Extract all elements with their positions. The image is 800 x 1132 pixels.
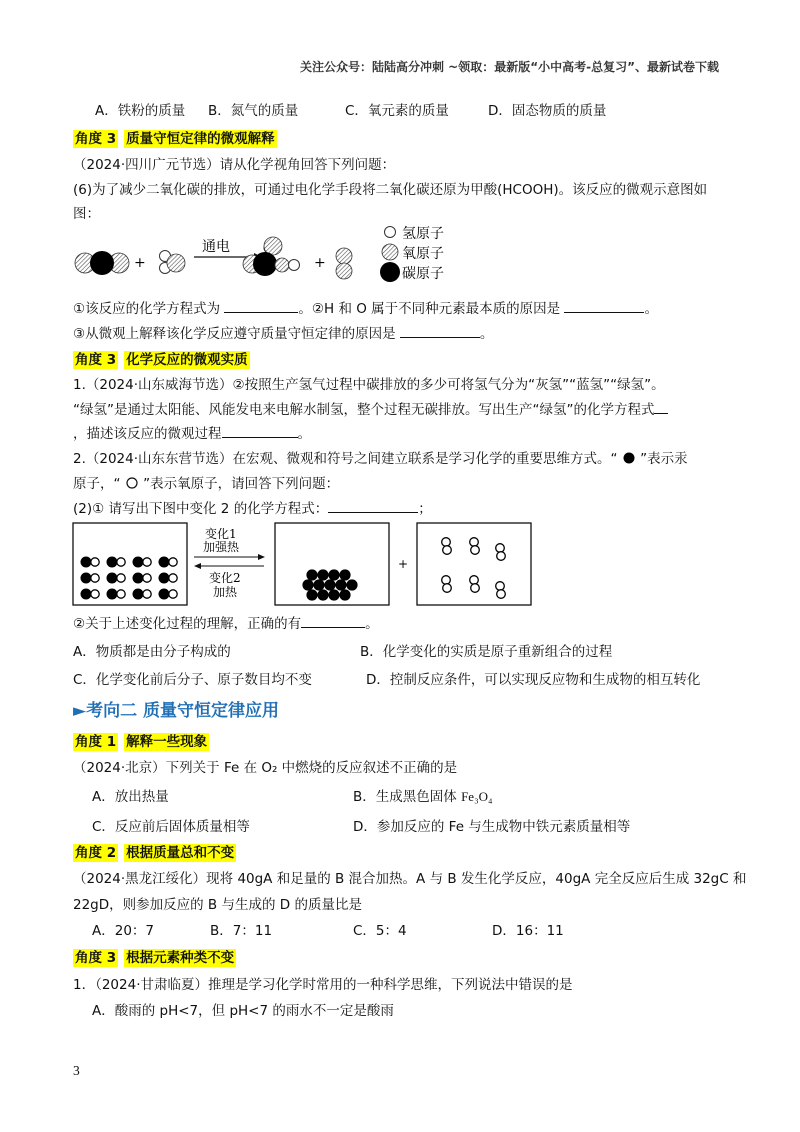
option-c: C．氧元素的质量: [345, 103, 449, 119]
carbon-atom: [253, 252, 277, 276]
question-source: （2024·四川广元节选）请从化学视角回答下列问题：: [73, 157, 396, 173]
section-title: 根据元素种类不变: [126, 950, 235, 966]
hydrogen-atom: [289, 260, 300, 271]
section-title: 解释一些现象: [126, 734, 208, 750]
mercury-atom: [346, 579, 357, 590]
question-text: 1.（2024·山东威海节选）②按照生产氢气过程中碳排放的多少可将氢气分为“灰氢”“蓝氢”“绿氢”。: [73, 377, 665, 393]
oxygen-atom: [91, 558, 99, 566]
answer-blank[interactable]: [301, 613, 365, 628]
mercury-atom: [107, 557, 118, 568]
section-title: 根据质量总和不变: [126, 845, 235, 861]
answer-line: ③从微观上解释该化学反应遵守质量守恒定律的原因是 。: [73, 322, 493, 342]
oxygen-atom: [143, 590, 151, 598]
question-text: 22gD，则参加反应的 B 与生成的 D 的质量比是: [73, 897, 362, 913]
mercury-atom: [317, 589, 328, 600]
change1-label: 变化1: [205, 527, 237, 541]
oxygen-atom: [442, 576, 451, 585]
option-a: A．物质都是由分子构成的: [73, 644, 231, 660]
answer-blank[interactable]: [328, 498, 418, 513]
legend-carbon-icon: [380, 262, 400, 282]
answer-blank[interactable]: [654, 399, 668, 414]
option-a: A．酸雨的 pH<7，但 pH<7 的雨水不一定是酸雨: [92, 1003, 394, 1019]
oxygen-atom: [471, 546, 480, 555]
legend-oxygen-label: 氧原子: [402, 246, 444, 262]
question-text: （2024·北京）下列关于 Fe 在 O₂ 中燃烧的反应叙述不正确的是: [73, 760, 458, 776]
mercury-atom: [159, 557, 170, 568]
option-d: D．固态物质的质量: [488, 103, 607, 119]
question-text: 1．（2024·甘肃临夏）推理是学习化学时常用的一种科学思维，下列说法中错误的是: [73, 977, 573, 993]
oxygen-atom: [143, 574, 151, 582]
mercury-atom: [159, 573, 170, 584]
option-b: B．7：11: [210, 923, 273, 939]
oxygen-atom: [167, 254, 185, 272]
question-text: 2.（2024·山东东营节选）在宏观、微观和符号之间建立联系是学习化学的重要思维方式。“ ”表示汞: [73, 451, 688, 467]
formula: Fe₃O₄: [461, 789, 493, 804]
oxygen-atom: [169, 574, 177, 582]
section-heading: [73, 730, 209, 750]
option-b: B．氮气的质量: [208, 103, 299, 119]
option-a: A．20：7: [92, 923, 155, 939]
section-tag: 角度 3: [75, 950, 117, 966]
mercury-atom: [81, 557, 92, 568]
option-c: C．化学变化前后分子、原子数目均不变: [73, 672, 312, 688]
mercury-atom: [306, 569, 317, 580]
plus-sign: +: [314, 255, 326, 271]
answer-blank[interactable]: [564, 298, 644, 313]
oxygen-atom: [91, 590, 99, 598]
oxygen-atom: [442, 538, 451, 547]
carbon-atom: [90, 251, 114, 275]
page-number: 3: [73, 1063, 80, 1078]
mercury-atom: [107, 589, 118, 600]
reaction-diagram: [70, 222, 490, 284]
answer-line: ①该反应的化学方程式为 。②H 和 O 属于不同种元素最本质的原因是 。: [73, 297, 658, 317]
mercury-atom: [313, 579, 324, 590]
answer-blank[interactable]: [400, 323, 480, 338]
mercury-atom: [81, 589, 92, 600]
change2-label: 变化2: [209, 571, 241, 585]
question-text: （2024·黑龙江绥化）现将 40gA 和足量的 B 混合加热。A 与 B 发生化学反应，40gA 完全反应后生成 32gC 和: [73, 871, 747, 887]
mercury-atom: [302, 579, 313, 590]
question-text: ，描述该反应的微观过程 。: [73, 422, 311, 442]
legend-carbon-label: 碳原子: [402, 266, 444, 282]
oxygen-atom: [143, 558, 151, 566]
oxygen-atom-icon: [125, 477, 139, 489]
section-tag: 角度 3: [75, 131, 117, 147]
oxygen-atom: [470, 576, 479, 585]
option-c: C．反应前后固体质量相等: [92, 819, 250, 835]
option-d: D．控制反应条件，可以实现反应物和生成物的相互转化: [366, 672, 701, 688]
oxygen-atom: [471, 584, 480, 593]
oxygen-atom: [117, 558, 125, 566]
oxygen-atom: [443, 584, 452, 593]
mercury-atom: [324, 579, 335, 590]
oxygen-atom: [496, 582, 505, 591]
option-c: C．5：4: [353, 923, 407, 939]
answer-blank[interactable]: [224, 298, 298, 313]
mercury-atom: [133, 557, 144, 568]
change2-condition: 加热: [213, 585, 238, 599]
option-a: A．铁粉的质量: [95, 103, 186, 119]
oxygen-atom: [117, 590, 125, 598]
section-tag: 角度 3: [75, 352, 117, 368]
section-heading: [73, 841, 236, 861]
question-text: (6)为了减少二氧化碳的排放，可通过电化学手段将二氧化碳还原为甲酸(HCOOH)。该反应的微观示意图如: [73, 182, 708, 198]
mercury-atom: [328, 569, 339, 580]
section-heading: [73, 127, 277, 147]
mercury-atom: [107, 573, 118, 584]
section-tag: 角度 2: [75, 845, 117, 861]
topic-heading: ►考向二 质量守恒定律应用: [73, 701, 279, 721]
oxygen-atom: [91, 574, 99, 582]
page-header: 关注公众号：陆陆高分冲刺 ~领取：最新版“小中高考-总复习”、最新试卷下载: [300, 60, 719, 74]
section-tag: 角度 1: [75, 734, 117, 750]
oxygen-atom: [336, 263, 352, 279]
question-text: 图：: [73, 206, 100, 222]
change1-condition: 加强热: [203, 540, 240, 554]
mercury-atom: [306, 589, 317, 600]
legend-hydrogen-label: 氢原子: [402, 226, 444, 242]
legend-hydrogen-icon: [385, 227, 396, 238]
oxygen-atom: [169, 558, 177, 566]
answer-blank[interactable]: [222, 423, 298, 438]
oxygen-atom: [470, 538, 479, 547]
question-text: “绿氢”是通过太阳能、风能发电来电解水制氢，整个过程无碳排放。写出生产“绿氢”的化学方程式: [73, 398, 668, 418]
mercury-atom: [159, 589, 170, 600]
mercury-atom: [339, 569, 350, 580]
option-d: D．参加反应的 Fe 与生成物中铁元素质量相等: [353, 819, 631, 835]
plus-sign: +: [134, 255, 146, 271]
question-text: (2)① 请写出下图中变化 2 的化学方程式： ；: [73, 497, 432, 517]
oxygen-atom: [497, 590, 506, 599]
oxygen-atom: [497, 552, 506, 561]
arrow-label: 通电: [202, 239, 230, 255]
mercury-atom: [317, 569, 328, 580]
mercury-atom: [335, 579, 346, 590]
oxygen-atom: [117, 574, 125, 582]
oxygen-atom: [275, 258, 289, 272]
plus-sign: +: [398, 557, 409, 571]
question-text: ②关于上述变化过程的理解，正确的有 。: [73, 612, 379, 632]
mercury-atom: [133, 573, 144, 584]
section-title: 化学反应的微观实质: [126, 352, 248, 368]
section-heading: [73, 946, 236, 966]
oxygen-atom: [169, 590, 177, 598]
mercury-atom-icon: [622, 452, 636, 464]
section-title: 质量守恒定律的微观解释: [126, 131, 275, 147]
mercury-atom: [81, 573, 92, 584]
oxygen-atom: [496, 544, 505, 553]
mercury-atom: [339, 589, 350, 600]
option-d: D．16：11: [492, 923, 564, 939]
oxygen-atom: [443, 546, 452, 555]
mercury-atom: [328, 589, 339, 600]
option-a: A．放出热量: [92, 789, 169, 805]
oxygen-atom: [336, 248, 352, 264]
question-text: 原子，“ ”表示氧原子，请回答下列问题：: [73, 476, 340, 492]
legend-oxygen-icon: [382, 244, 398, 260]
option-b: B．化学变化的实质是原子重新组合的过程: [360, 644, 613, 660]
option-b: B．生成黑色固体 Fe₃O₄: [353, 789, 493, 805]
section-heading: [73, 348, 250, 368]
mercury-atom: [133, 589, 144, 600]
change-diagram: [72, 520, 542, 608]
